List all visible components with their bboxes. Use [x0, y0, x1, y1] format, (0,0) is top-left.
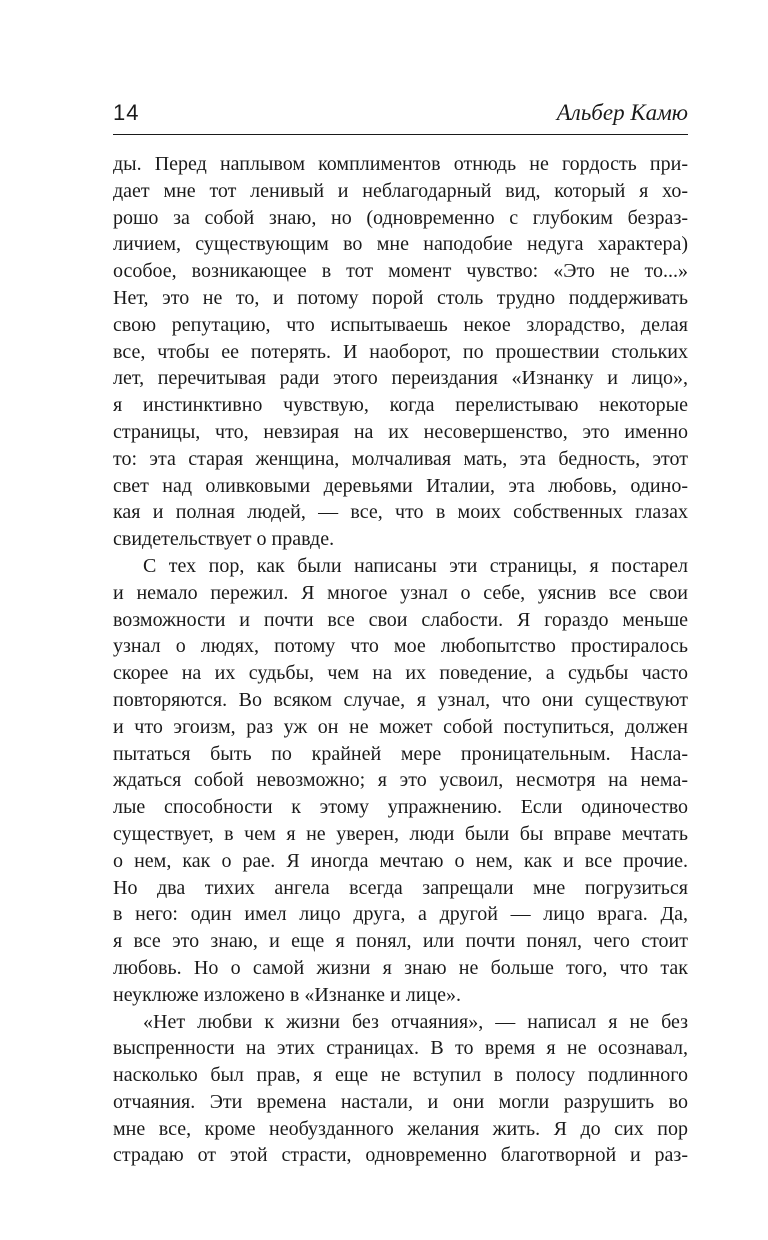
- text-line: я инстинктивно чувствую, когда перелистываю некоторые: [113, 394, 688, 417]
- text-line: выспренности на этих страницах. В то время я не осознавал,: [113, 1037, 688, 1060]
- text-line: отчаяния. Эти времена настали, и они могли разрушить во: [113, 1090, 688, 1113]
- text-line: лые способности к этому упражнению. Если одиночество: [113, 796, 688, 819]
- text-line: и что эгоизм, раз уж он не может собой поступиться, должен: [113, 715, 688, 738]
- running-header: [113, 100, 688, 136]
- text-line: Но два тихих ангела всегда запрещали мне погрузиться: [113, 876, 688, 899]
- header-rule: [113, 134, 688, 135]
- text-line: свою репутацию, что испытываешь некое злорадство, делая: [113, 313, 688, 336]
- text-line: все, чтобы ее потерять. И наоборот, по прошествии стольких: [113, 340, 688, 363]
- text-line: свет над оливковыми деревьями Италии, эта любовь, одино-: [113, 474, 688, 497]
- text-line: дает мне тот ленивый и неблагодарный вид, который я хо-: [113, 179, 688, 202]
- text-line: кая и полная людей, — все, что в моих собственных глазах: [113, 501, 688, 524]
- text-line: особое, возникающее в тот момент чувство: «Это не то...»: [113, 260, 688, 283]
- text-line: свидетельствует о правде.: [113, 528, 335, 551]
- text-line: страницы, что, невзирая на их несовершенство, это именно: [113, 420, 688, 443]
- text-line: любовь. Но о самой жизни я знаю не больше того, что так: [113, 956, 688, 979]
- text-line: скорее на их судьбы, чем на их поведение, а судьбы часто: [113, 662, 688, 685]
- text-line: возможности и почти все свои слабости. Я гораздо меньше: [113, 608, 688, 631]
- page-number: 14: [113, 100, 140, 125]
- text-line: С тех пор, как были написаны эти страницы, я постарел: [143, 554, 688, 577]
- text-line: существует, в чем я не уверен, люди были бы вправе мечтать: [113, 822, 688, 845]
- paragraph: [113, 151, 688, 553]
- text-line: о нем, как о рае. Я иногда мечтаю о нем, как и все прочие.: [113, 849, 688, 872]
- text-line: личием, существующим во мне наподобие недуга характера): [113, 233, 688, 256]
- text-line: и немало пережил. Я многое узнал о себе, уяснив все свои: [113, 581, 688, 604]
- text-line: неуклюже изложено в «Изнанке и лице».: [113, 983, 462, 1006]
- text-line: узнал о людях, потому что мое любопытство простиралось: [113, 635, 688, 658]
- text-line: мне все, кроме необузданного желания жить. Я до сих пор: [113, 1117, 688, 1140]
- running-title-author: Альбер Камю: [556, 100, 688, 125]
- text-line: повторяются. Во всяком случае, я узнал, что они существуют: [113, 688, 688, 711]
- text-line: страдаю от этой страсти, одновременно благотворной и раз-: [113, 1144, 688, 1167]
- text-line: Нет, это не то, и потому порой столь трудно поддерживать: [113, 286, 688, 309]
- text-line: рошо за собой знаю, но (одновременно с глубоким безраз-: [113, 206, 688, 229]
- text-line: «Нет любви к жизни без отчаяния», — написал я не без: [143, 1010, 688, 1033]
- text-line: я все это знаю, и еще я понял, или почти понял, чего стоит: [113, 930, 688, 953]
- text-line: в него: один имел лицо друга, а другой — лицо врага. Да,: [113, 903, 688, 926]
- paragraph: [113, 553, 688, 1009]
- text-line: ждаться собой невозможно; я это усвоил, несмотря на нема-: [113, 769, 688, 792]
- text-line: пытаться быть по крайней мере проницательным. Насла-: [113, 742, 688, 765]
- text-line: насколько был прав, я еще не вступил в полосу подлинного: [113, 1064, 688, 1087]
- text-line: то: эта старая женщина, молчаливая мать, эта бедность, этот: [113, 447, 688, 470]
- paragraph: [113, 1009, 688, 1170]
- text-line: лет, перечитывая ради этого переиздания «Изнанку и лицо»,: [113, 367, 688, 390]
- text-line: ды. Перед наплывом комплиментов отнюдь не гордость при-: [113, 153, 688, 175]
- body-text: [113, 151, 688, 1169]
